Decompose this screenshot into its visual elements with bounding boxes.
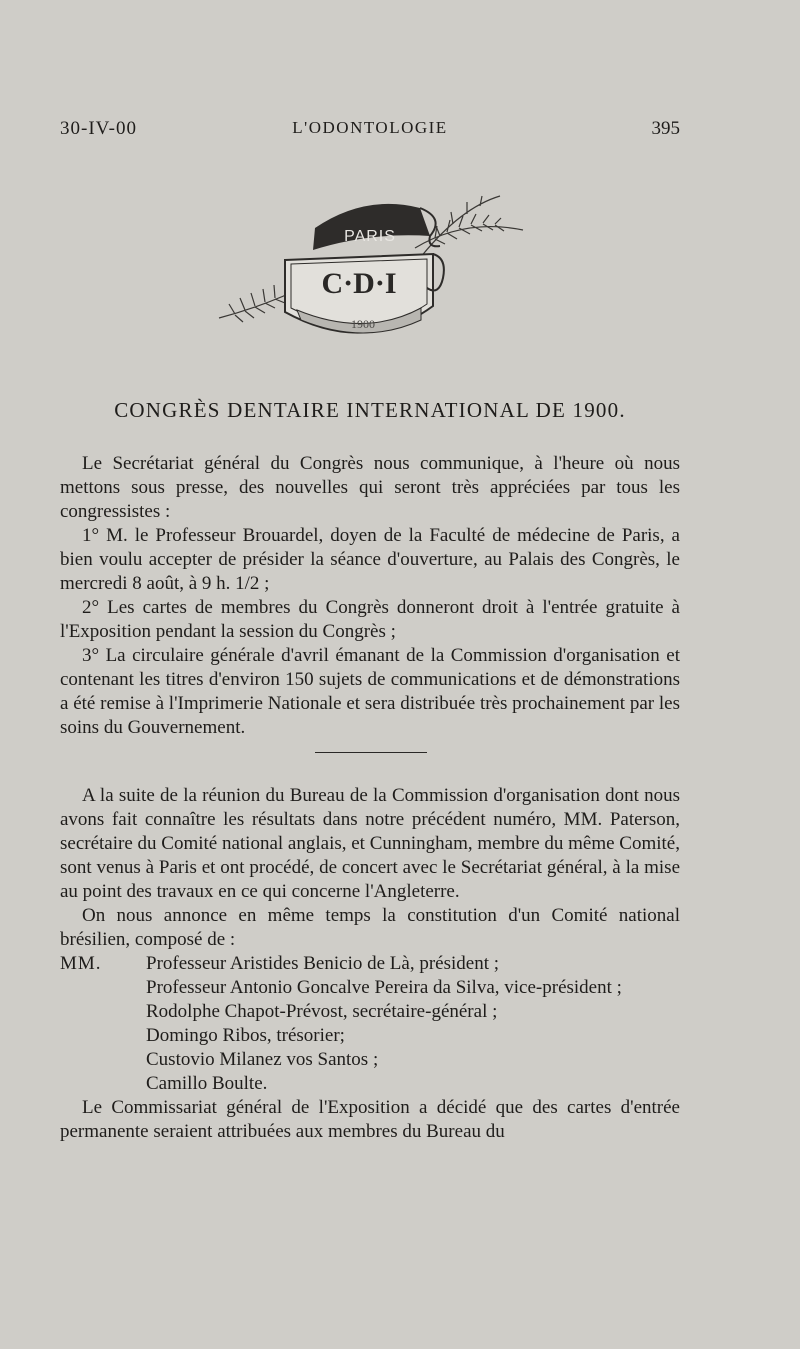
section-announcements: [60, 452, 680, 740]
palm-frond-right-icon: [415, 196, 523, 258]
member-name: Custovio Milanez vos Santos ;: [146, 1049, 379, 1070]
member-name: Rodolphe Chapot-Prévost, secrétaire-général ;: [146, 1001, 498, 1022]
member-list: [60, 952, 680, 1096]
running-header: [60, 118, 680, 142]
congress-emblem: [215, 188, 527, 356]
member-name: Domingo Ribos, trésorier;: [146, 1025, 345, 1046]
section-committees: [60, 784, 680, 1144]
paragraph-bresil: On nous annonce en même temps la constitution d'un Comité national brésilien, composé de :: [60, 905, 680, 950]
item-2: 2° Les cartes de membres du Congrès donneront droit à l'entrée gratuite à l'Exposition pendant la session du Congrès ;: [60, 597, 680, 642]
article-title: CONGRÈS DENTAIRE INTERNATIONAL DE 1900.: [114, 398, 626, 422]
year-text: 1900: [351, 317, 375, 331]
mm-label: MM.: [60, 953, 102, 974]
list-item: [60, 952, 680, 976]
paragraph-exposition: Le Commissariat général de l'Exposition a décidé que des cartes d'entrée permanente seraient attribuées aux membres du Bureau du: [60, 1097, 680, 1142]
list-item: [60, 1000, 680, 1024]
item-3: 3° La circulaire générale d'avril émanant de la Commission d'organisation et contenant les titres d'environ 150 sujets de communications et de démonstrations a été remise à l'Imprimerie Nationale et sera distribuée très prochainement par les soins du Gouvernement.: [60, 645, 680, 738]
list-item: [60, 1024, 680, 1048]
journal-title: L'ODONTOLOGIE: [292, 118, 448, 137]
section-divider: [315, 752, 427, 753]
intro-paragraph: Le Secrétariat général du Congrès nous communique, à l'heure où nous mettons sous presse, des nouvelles qui seront très appréciées par tous les congressistes :: [60, 453, 680, 522]
list-item: [60, 976, 680, 1000]
member-name: Camillo Boulte.: [146, 1073, 268, 1094]
member-name: Professeur Aristides Benicio de Là, président ;: [146, 953, 500, 974]
page-number: 395: [651, 118, 680, 139]
issue-date: 30-IV-00: [60, 118, 137, 139]
member-name: Professeur Antonio Goncalve Pereira da Silva, vice-président ;: [146, 977, 622, 998]
list-item: [60, 1048, 680, 1072]
paragraph-angleterre: A la suite de la réunion du Bureau de la Commission d'organisation dont nous avons fait connaître les résultats dans notre précédent numéro, MM. Paterson, secrétaire du Comité national anglais, et Cunningham, membre du même Comité, sont venus à Paris et ont procédé, de concert avec le Secrétariat général, à la mise au point des travaux en ce qui concerne l'Angleterre.: [60, 785, 680, 902]
list-item: [60, 1072, 680, 1096]
banner-text: PARIS: [344, 228, 396, 245]
initials-text: C·D·I: [321, 267, 397, 300]
item-1: 1° M. le Professeur Brouardel, doyen de la Faculté de médecine de Paris, a bien voulu accepter de présider la séance d'ouverture, au Palais des Congrès, le mercredi 8 août, à 9 h. 1/2 ;: [60, 525, 680, 594]
